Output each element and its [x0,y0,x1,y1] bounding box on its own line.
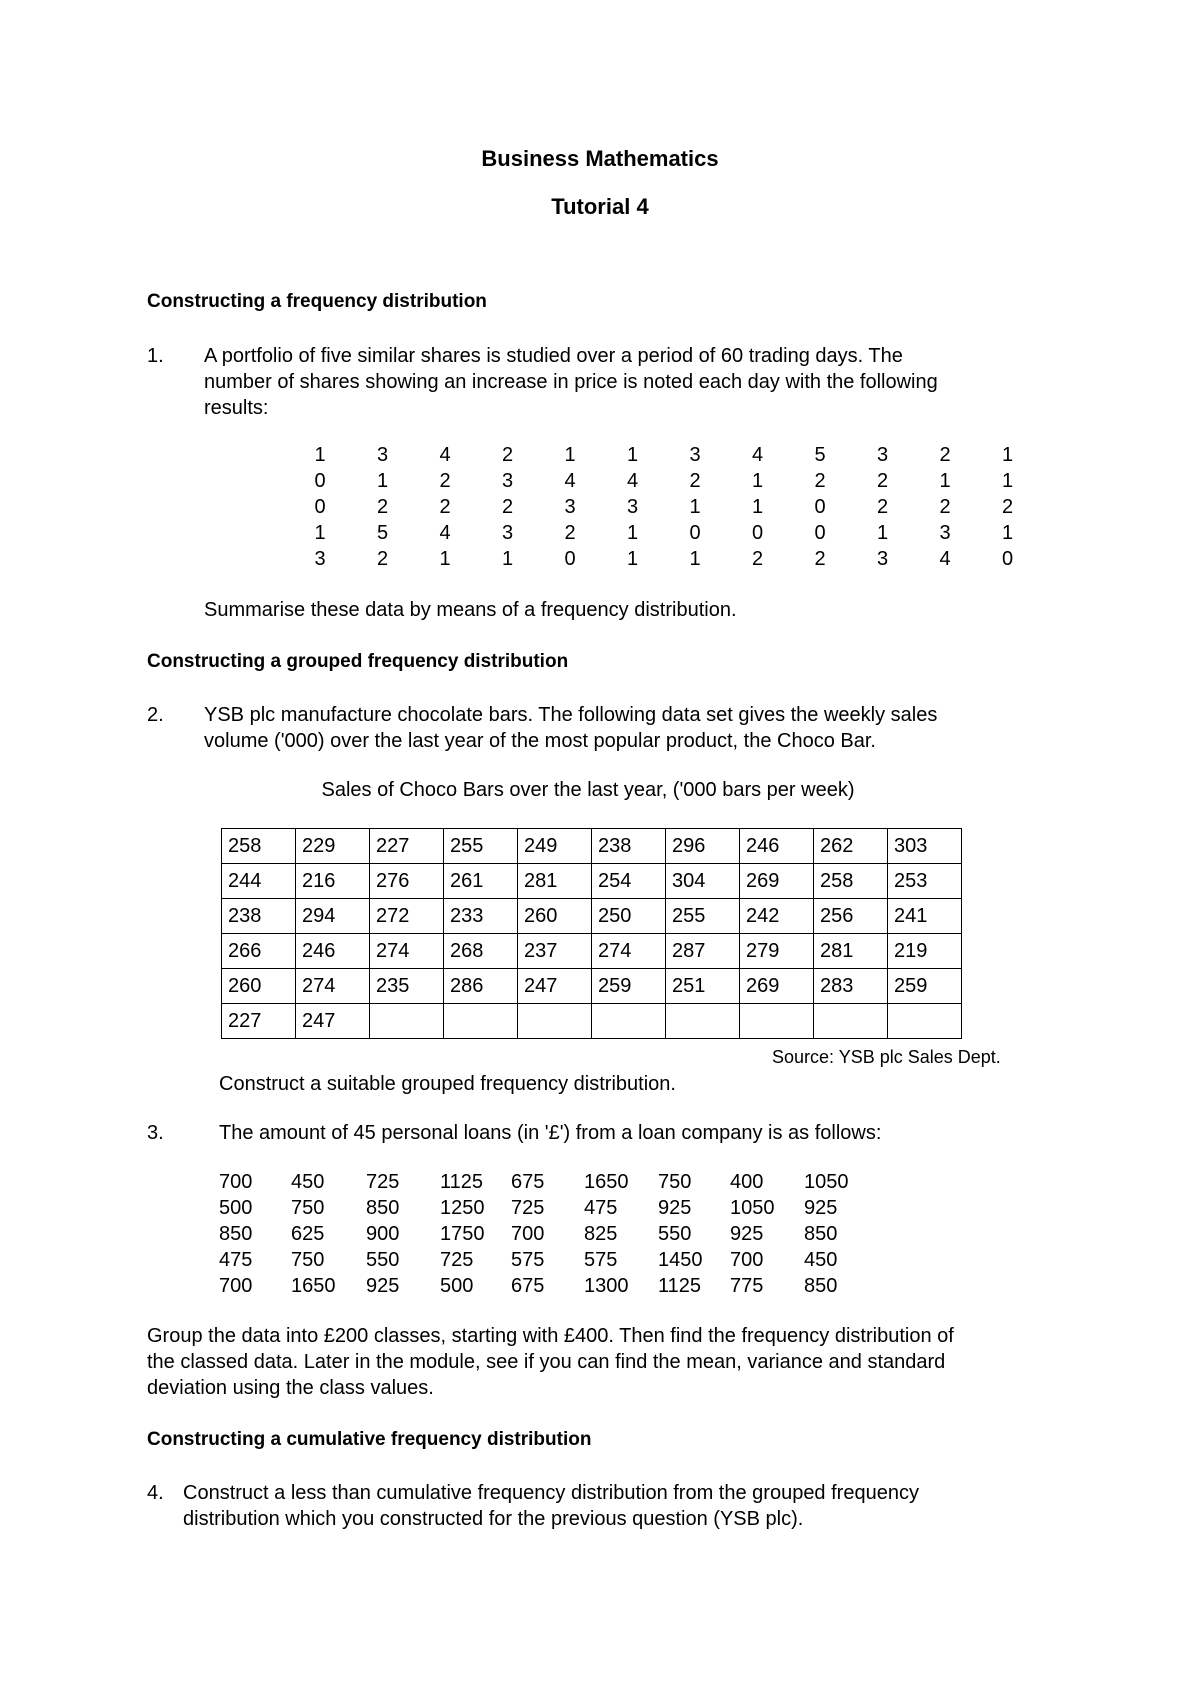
shares-data-cell: 0 [1001,548,1014,570]
sales-table-cell [370,1004,444,1039]
shares-data-cell: 1 [626,548,639,570]
sales-table-cell: 259 [888,969,962,1004]
sales-table-cell: 268 [444,934,518,969]
sales-table-cell: 272 [370,899,444,934]
loans-data-cell: 1250 [440,1197,485,1219]
shares-data-cell: 0 [814,522,826,544]
sales-table-cell: 237 [518,934,592,969]
shares-data-cell: 2 [501,496,514,518]
sales-table-cell: 303 [888,829,962,864]
sales-table-cell: 281 [518,864,592,899]
shares-data-cell: 1 [751,470,764,492]
sales-table-cell: 229 [296,829,370,864]
q1-line: number of shares showing an increase in price is noted each day with the following [204,371,938,393]
shares-data-cell: 3 [501,470,514,492]
loans-data-cell: 1050 [730,1197,775,1219]
sales-source: Source: YSB plc Sales Dept. [772,1047,1001,1067]
sales-table-cell: 247 [518,969,592,1004]
shares-data-cell: 1 [564,444,576,466]
sales-table-cell: 258 [814,864,888,899]
shares-data-cell: 0 [564,548,576,570]
sales-table-row [222,934,962,969]
shares-data-cell: 3 [564,496,576,518]
sales-table-cell: 233 [444,899,518,934]
sales-table-row [222,899,962,934]
sales-table-cell: 269 [740,864,814,899]
sales-table-cell [444,1004,518,1039]
loans-data-cell: 1650 [291,1275,336,1297]
shares-data-cell: 1 [689,496,701,518]
loans-data-cell: 750 [291,1197,325,1219]
shares-data-cell: 0 [689,522,701,544]
shares-data-cell: 3 [876,548,889,570]
section2-heading: Constructing a grouped frequency distribution [147,651,569,672]
sales-table-cell [592,1004,666,1039]
loans-data-cell: 1750 [440,1223,485,1245]
shares-data-cell: 3 [689,444,701,466]
loans-data-cell: 1125 [658,1275,702,1297]
q3-instruction-line: Group the data into £200 classes, starting with £400. Then find the frequency distribution of [147,1325,954,1347]
loans-data-cell: 700 [219,1171,253,1193]
q3-text: The amount of 45 personal loans (in '£') from a loan company is as follows: [219,1122,882,1144]
loans-data-cell: 700 [219,1275,253,1297]
sales-table-cell: 287 [666,934,740,969]
loans-data-cell: 775 [730,1275,764,1297]
document-subtitle: Tutorial 4 [551,194,649,219]
q3-instruction [147,1323,954,1401]
shares-data-cell: 3 [876,444,889,466]
shares-data-cell: 2 [939,496,951,518]
loans-data-cell: 850 [804,1223,838,1245]
loans-data-cell: 400 [730,1171,764,1193]
section1-heading: Constructing a frequency distribution [147,291,487,312]
q1-instruction: Summarise these data by means of a frequency distribution. [204,599,737,621]
sales-table-cell: 244 [222,864,296,899]
loans-data-cell: 1125 [440,1171,484,1193]
loans-data-cell: 1300 [584,1275,629,1297]
sales-table-cell: 281 [814,934,888,969]
sales-table-cell: 255 [444,829,518,864]
shares-data-cell: 2 [751,548,764,570]
sales-table-cell: 249 [518,829,592,864]
q2-instruction: Construct a suitable grouped frequency distribution. [219,1073,676,1095]
sales-table-cell: 227 [222,1004,296,1039]
sales-table-cell [740,1004,814,1039]
shares-data-cell: 2 [814,470,826,492]
sales-table-cell: 255 [666,899,740,934]
shares-data-cell: 2 [376,548,389,570]
loans-data-cell: 550 [658,1223,692,1245]
shares-data-cell: 1 [939,470,951,492]
shares-data-cell: 1 [626,444,639,466]
sales-table-cell: 251 [666,969,740,1004]
loans-data-cell: 900 [366,1223,400,1245]
sales-table-cell: 260 [222,969,296,1004]
shares-data-cell: 1 [439,548,451,570]
section4-heading: Constructing a cumulative frequency distribution [147,1429,592,1450]
loans-data-cell: 750 [658,1171,692,1193]
shares-data-cell: 1 [689,548,701,570]
q1-text [204,343,938,421]
q3-instruction-line: the classed data. Later in the module, see if you can find the mean, variance and standard [147,1351,946,1373]
q4-text [183,1480,919,1532]
shares-data-cell: 0 [314,496,326,518]
sales-table-cell: 258 [222,829,296,864]
sales-table-cell: 304 [666,864,740,899]
shares-data-cell: 4 [626,470,639,492]
shares-data-cell: 3 [501,522,514,544]
loans-data-cell: 500 [219,1197,253,1219]
sales-table-cell: 253 [888,864,962,899]
shares-data-cell: 1 [314,522,326,544]
shares-data-cell: 2 [501,444,514,466]
sales-table-cell: 216 [296,864,370,899]
sales-table-cell: 235 [370,969,444,1004]
loans-data-cell: 475 [584,1197,618,1219]
sales-table-cell: 219 [888,934,962,969]
q3-number: 3. [147,1122,164,1144]
shares-data-cell: 1 [1001,470,1014,492]
q2-text [204,702,937,754]
q4-line: Construct a less than cumulative frequency distribution from the grouped frequency [183,1482,919,1504]
shares-data-cell: 2 [376,496,389,518]
shares-data-cell: 4 [939,548,951,570]
loans-data-cell: 675 [511,1275,545,1297]
shares-data-cell: 2 [689,470,701,492]
q2-line: YSB plc manufacture chocolate bars. The following data set gives the weekly sales [204,704,938,726]
sales-table-cell: 274 [592,934,666,969]
sales-table-cell: 241 [888,899,962,934]
shares-data-cell: 2 [439,496,451,518]
loans-data-cell: 500 [440,1275,474,1297]
q1-line: results: [204,397,269,419]
sales-table-cell: 246 [296,934,370,969]
loans-data-cell: 850 [804,1275,838,1297]
sales-table-cell: 276 [370,864,444,899]
shares-data-cell: 0 [751,522,764,544]
sales-table [221,828,962,1039]
q1-line: A portfolio of five similar shares is studied over a period of 60 trading days. The [204,345,903,367]
shares-data-cell: 4 [564,470,576,492]
loans-data-cell: 450 [804,1249,838,1271]
sales-table-cell: 294 [296,899,370,934]
sales-table-cell: 262 [814,829,888,864]
sales-table-cell: 259 [592,969,666,1004]
shares-data-cell: 4 [439,522,451,544]
sales-table-cell: 238 [592,829,666,864]
loans-data-cell: 725 [366,1171,400,1193]
shares-data-cell: 1 [314,444,326,466]
sales-table-cell: 242 [740,899,814,934]
shares-data-cell: 1 [876,522,889,544]
sales-table-cell: 250 [592,899,666,934]
loans-data-cell: 450 [291,1171,325,1193]
loans-data-cell: 925 [366,1275,400,1297]
sales-table-cell: 283 [814,969,888,1004]
loans-data-cell: 1450 [658,1249,703,1271]
sales-table-cell: 256 [814,899,888,934]
sales-table-cell [666,1004,740,1039]
sales-table-cell: 266 [222,934,296,969]
shares-data-cell: 0 [314,470,326,492]
q2-number: 2. [147,704,164,726]
shares-data-cell: 1 [751,496,764,518]
shares-data-cell: 2 [814,548,826,570]
loans-data-cell: 700 [511,1223,545,1245]
loans-data-cell: 550 [366,1249,400,1271]
sales-table-cell: 274 [370,934,444,969]
loans-data-cell: 700 [730,1249,764,1271]
loans-data-cell: 925 [804,1197,838,1219]
loans-data-cell: 825 [584,1223,618,1245]
sales-table-row [222,1004,962,1039]
sales-table-caption: Sales of Choco Bars over the last year, ('000 bars per week) [321,779,855,801]
shares-data-cell: 3 [626,496,639,518]
shares-data-cell: 2 [564,522,576,544]
sales-table-cell: 238 [222,899,296,934]
sales-table-cell: 279 [740,934,814,969]
shares-data-cell: 4 [751,444,764,466]
q1-number: 1. [147,345,164,367]
sales-table-cell: 296 [666,829,740,864]
shares-data-cell: 5 [376,522,389,544]
shares-data-cell: 0 [814,496,826,518]
sales-table-row [222,864,962,899]
sales-table-cell: 286 [444,969,518,1004]
shares-data-cell: 2 [1001,496,1014,518]
sales-table-cell: 269 [740,969,814,1004]
shares-data-cell: 2 [876,496,889,518]
sales-table-row [222,969,962,1004]
shares-data-cell: 3 [376,444,389,466]
sales-table-cell: 247 [296,1004,370,1039]
shares-data-cell: 4 [439,444,451,466]
loans-data-cell: 575 [511,1249,545,1271]
shares-data-cell: 2 [439,470,451,492]
sales-table-row [222,829,962,864]
q4-line: distribution which you constructed for the previous question (YSB plc). [183,1508,804,1530]
shares-data-cell: 2 [876,470,889,492]
shares-data-cell: 1 [626,522,639,544]
sales-table-cell [814,1004,888,1039]
sales-table-cell: 246 [740,829,814,864]
shares-data-cell: 3 [939,522,951,544]
sales-table-cell [518,1004,592,1039]
sales-table-cell: 274 [296,969,370,1004]
shares-data-cell: 5 [814,444,826,466]
loans-data-cell: 1050 [804,1171,849,1193]
loans-data-cell: 750 [291,1249,325,1271]
q4-number: 4. [147,1482,164,1504]
sales-table-cell: 260 [518,899,592,934]
sales-table-cell: 227 [370,829,444,864]
loans-data-cell: 575 [584,1249,618,1271]
q2-line: volume ('000) over the last year of the most popular product, the Choco Bar. [204,730,876,752]
shares-data-cell: 3 [314,548,326,570]
loans-data-cell: 925 [730,1223,764,1245]
sales-table-cell: 261 [444,864,518,899]
loans-data-cell: 725 [511,1197,545,1219]
loans-data-cell: 1650 [584,1171,629,1193]
shares-data-cell: 1 [501,548,514,570]
loans-data-cell: 850 [219,1223,253,1245]
loans-data-cell: 850 [366,1197,400,1219]
shares-data-cell: 1 [376,470,389,492]
loans-data-cell: 675 [511,1171,545,1193]
shares-data-cell: 1 [1001,522,1014,544]
loans-data-cell: 925 [658,1197,692,1219]
loans-data-cell: 725 [440,1249,474,1271]
shares-data-cell: 2 [939,444,951,466]
loans-data-cell: 625 [291,1223,325,1245]
shares-data-cell: 1 [1001,444,1014,466]
document-title: Business Mathematics [481,146,719,171]
sales-table-cell [888,1004,962,1039]
q3-instruction-line: deviation using the class values. [147,1377,434,1399]
sales-table-cell: 254 [592,864,666,899]
loans-data-cell: 475 [219,1249,253,1271]
